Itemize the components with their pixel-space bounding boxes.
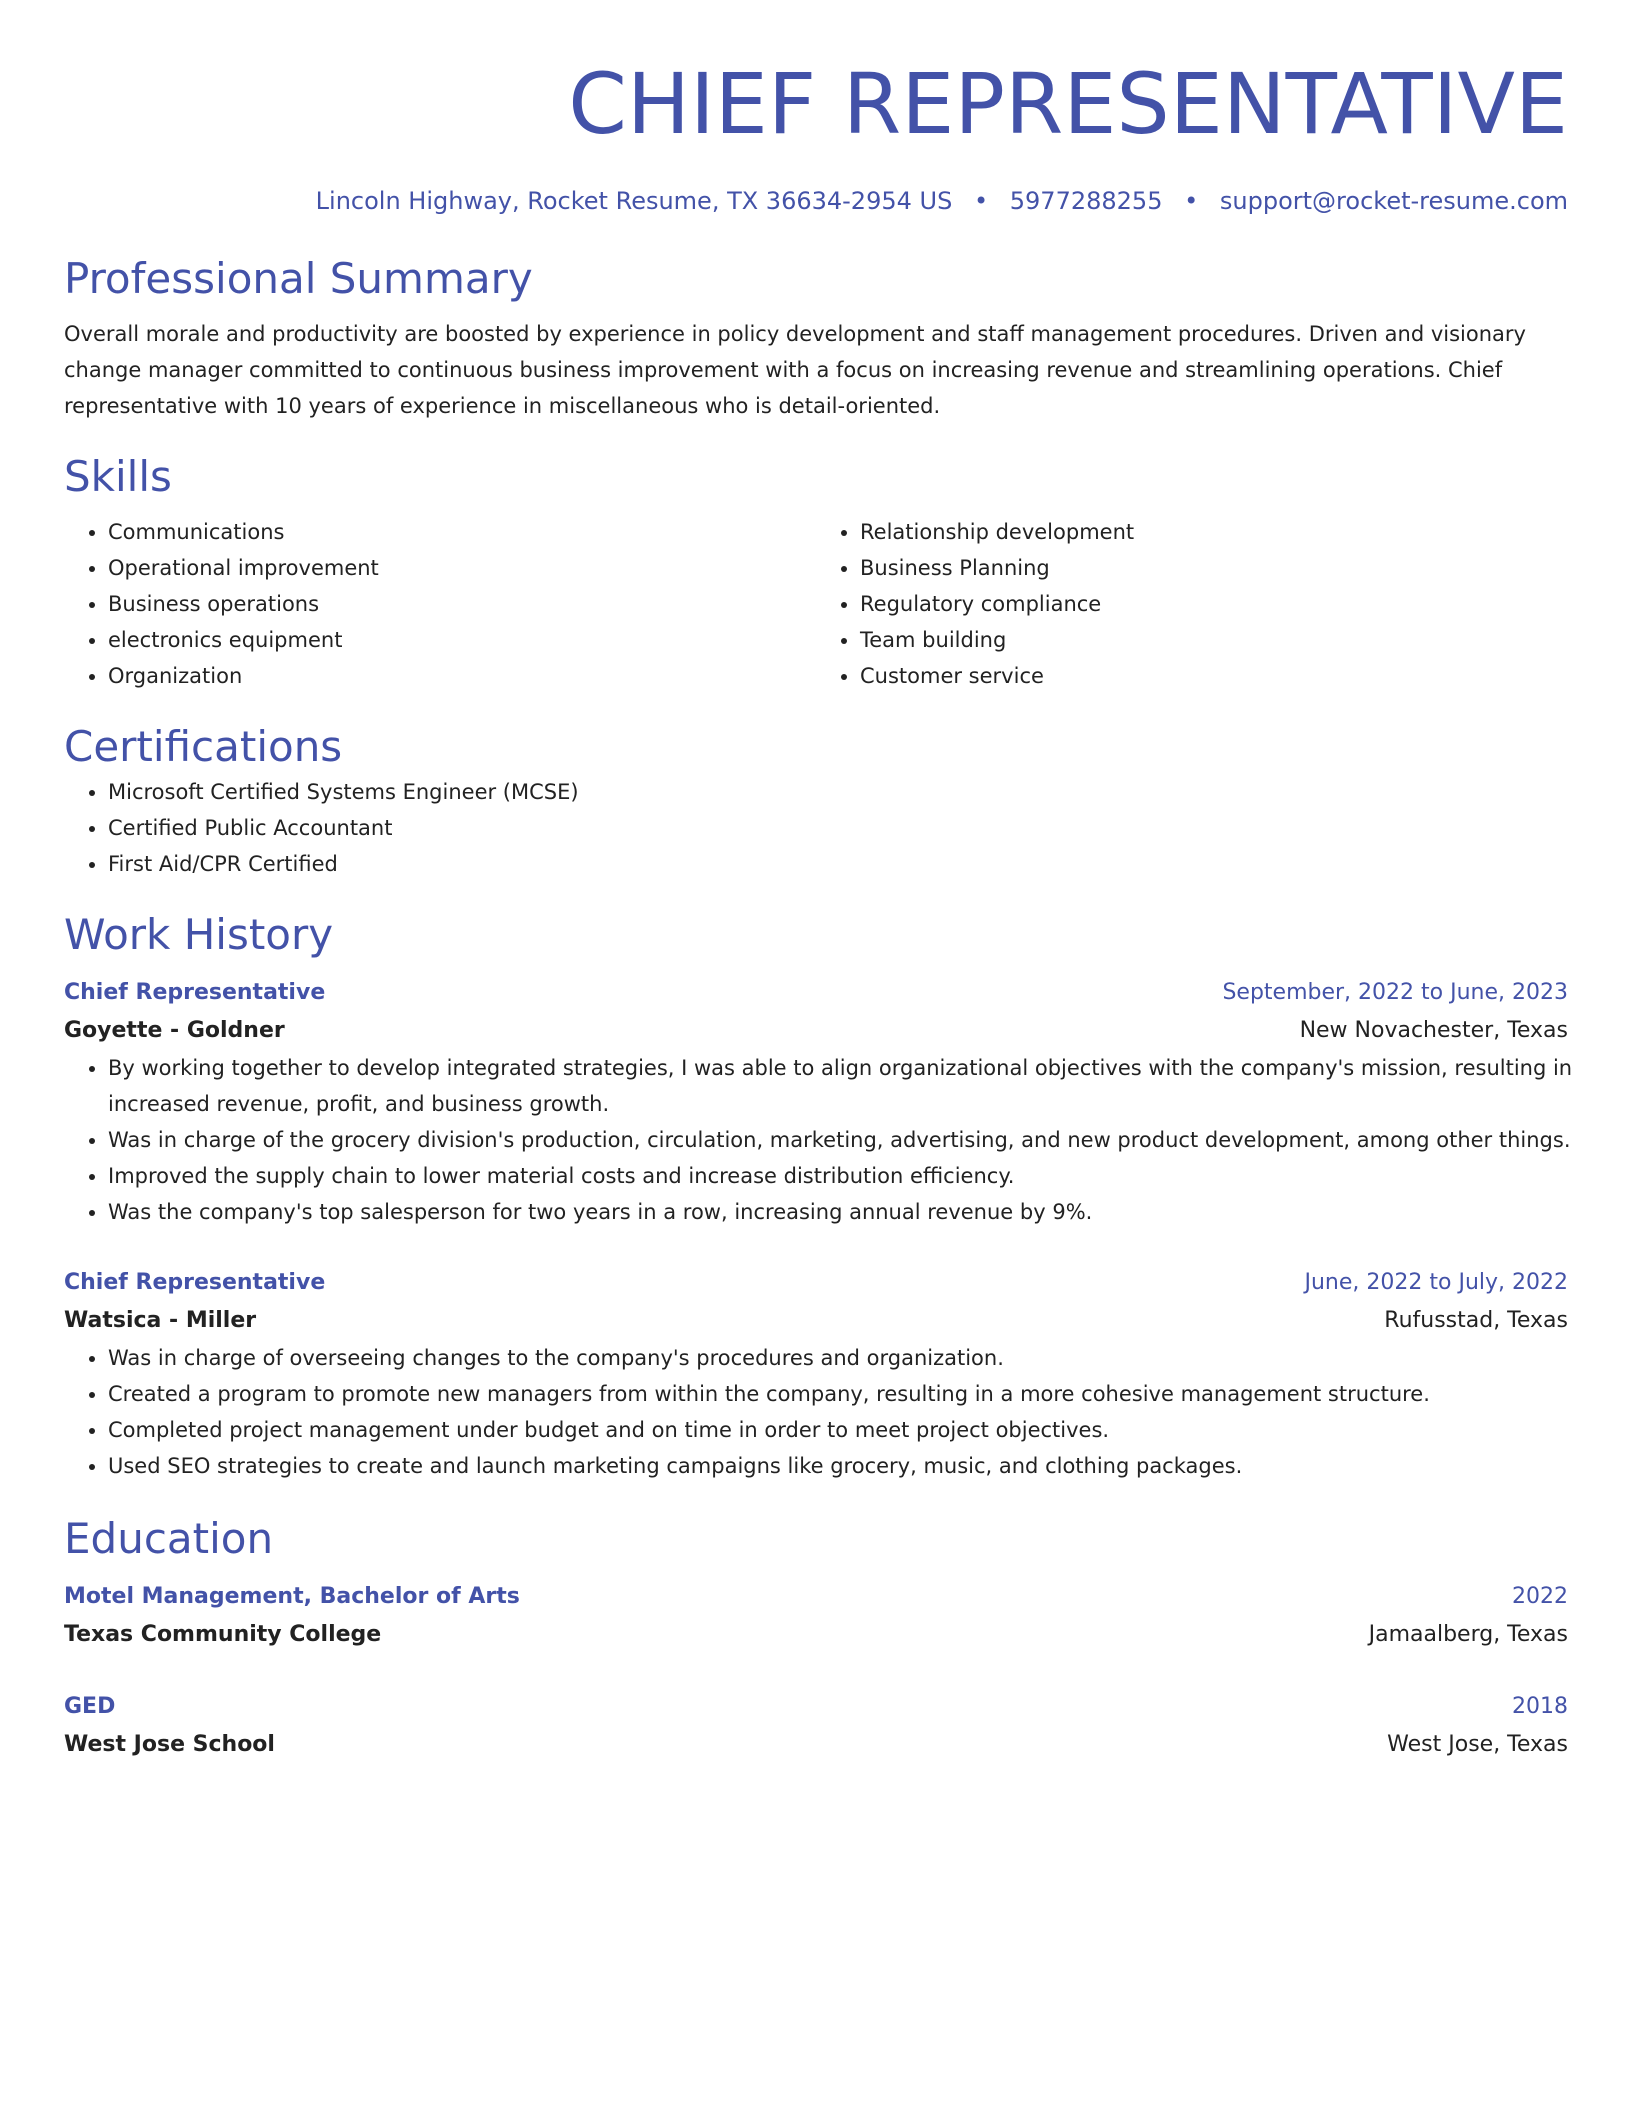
education-degree: Motel Management, Bachelor of Arts — [64, 1584, 520, 1609]
education-heading: Education — [64, 1514, 274, 1563]
job-location: New Novachester, Texas — [1299, 1018, 1568, 1043]
job-title: Chief Representative — [64, 980, 326, 1005]
job-bullet: • Was the company's top salesperson for two years in a row, increasing annual revenue by 9%. — [108, 1194, 1632, 1230]
job-company-row — [64, 1302, 1568, 1340]
job-bullet: • By working together to develop integrated strategies, I was able to align organizational objectives with the company's mission, resulting in increased revenue, profit, and business growth. — [108, 1050, 1632, 1122]
job-title: Chief Representative — [64, 1270, 326, 1295]
skills-column-right — [816, 514, 1568, 694]
job-header-row — [64, 974, 1568, 1012]
job-company: Goyette - Goldner — [64, 1018, 285, 1043]
education-school-row — [64, 1616, 1568, 1654]
summary-heading: Professional Summary — [64, 254, 533, 303]
resume-header — [64, 54, 1568, 218]
education-school: West Jose School — [64, 1732, 275, 1757]
job-bullet: • Improved the supply chain to lower material costs and increase distribution efficiency. — [108, 1158, 1632, 1194]
job-dates: June, 2022 to July, 2022 — [1304, 1270, 1568, 1295]
certifications-heading: Certifications — [64, 722, 343, 771]
education-entry — [64, 1688, 1568, 1764]
education-location: West Jose, Texas — [1387, 1732, 1568, 1757]
job-bullet: • Was in charge of the grocery division's production, circulation, marketing, advertising, and new product development, among other things. — [108, 1122, 1632, 1158]
certification-item: • Certified Public Accountant — [108, 810, 1568, 846]
skill-item: • Communications — [108, 514, 816, 550]
skill-item: • Business operations — [108, 586, 816, 622]
resume-name: CHIEF REPRESENTATIVE — [568, 55, 1568, 153]
education-school: Texas Community College — [64, 1622, 382, 1647]
contact-phone: 5977288255 — [1009, 187, 1163, 215]
skills-heading: Skills — [64, 452, 172, 501]
skill-item: • Regulatory compliance — [860, 586, 1568, 622]
education-year: 2022 — [1512, 1584, 1568, 1609]
education-degree: GED — [64, 1694, 116, 1719]
job-bullet: • Completed project management under budget and on time in order to meet project objectives. — [108, 1412, 1632, 1448]
education-school-row — [64, 1726, 1568, 1764]
contact-email: support@rocket-resume.com — [1219, 187, 1568, 215]
certifications-list — [64, 774, 1568, 882]
certification-item: • Microsoft Certified Systems Engineer (MCSE) — [108, 774, 1568, 810]
skill-item: • Relationship development — [860, 514, 1568, 550]
job-entry — [64, 974, 1573, 1230]
skill-item: • Operational improvement — [108, 550, 816, 586]
skill-item: • electronics equipment — [108, 622, 816, 658]
contact-address: Lincoln Highway, Rocket Resume, TX 36634-2954 US — [315, 187, 953, 215]
contact-line — [64, 184, 1568, 218]
job-bullet: • Was in charge of overseeing changes to the company's procedures and organization. — [108, 1340, 1632, 1376]
job-bullet: • Used SEO strategies to create and launch marketing campaigns like grocery, music, and clothing packages. — [108, 1448, 1632, 1484]
certification-item: • First Aid/CPR Certified — [108, 846, 1568, 882]
skill-item: • Team building — [860, 622, 1568, 658]
work-history-heading: Work History — [64, 910, 334, 959]
skills-column-left — [64, 514, 816, 694]
job-bullet: • Created a program to promote new managers from within the company, resulting in a more cohesive management structure. — [108, 1376, 1632, 1412]
job-dates: September, 2022 to June, 2023 — [1222, 980, 1568, 1005]
skill-item: • Organization — [108, 658, 816, 694]
job-company: Watsica - Miller — [64, 1308, 257, 1333]
education-header-row — [64, 1578, 1568, 1616]
education-header-row — [64, 1688, 1568, 1726]
education-year: 2018 — [1512, 1694, 1568, 1719]
job-location: Rufusstad, Texas — [1384, 1308, 1568, 1333]
job-entry — [64, 1264, 1568, 1484]
job-company-row — [64, 1012, 1568, 1050]
skills-list — [64, 514, 1568, 694]
contact-separator: • — [1184, 187, 1199, 215]
skill-item: • Business Planning — [860, 550, 1568, 586]
job-bullets — [64, 1340, 1632, 1484]
summary-text: Overall morale and productivity are boosted by experience in policy development and staff management procedures. Driven and visionary change manager committed to continuous business improvement with a focus on increasing revenue and streamlining operations. Chief representative with 10 years of experience in miscellaneous who is detail-oriented. — [64, 322, 1526, 418]
education-entry — [64, 1578, 1568, 1654]
job-bullets — [64, 1050, 1632, 1230]
contact-separator: • — [973, 187, 989, 215]
job-header-row — [64, 1264, 1568, 1302]
skill-item: • Customer service — [860, 658, 1568, 694]
education-location: Jamaalberg, Texas — [1368, 1622, 1568, 1647]
